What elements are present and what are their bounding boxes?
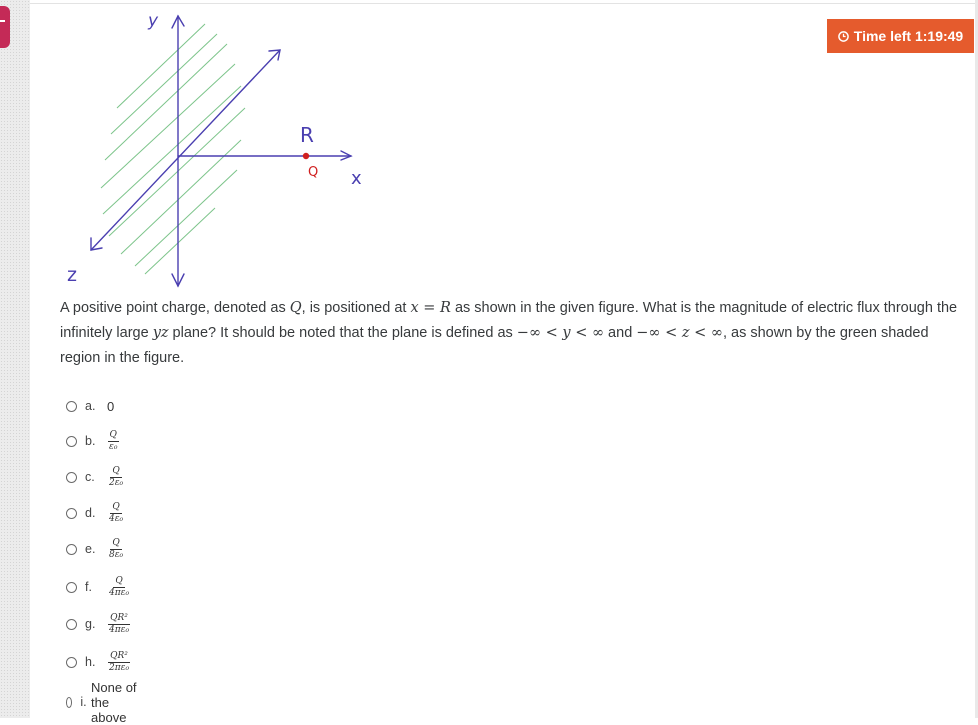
option-text: 0 (107, 398, 115, 414)
option-a[interactable] (66, 394, 114, 418)
radio-button[interactable] (66, 472, 77, 483)
option-i[interactable] (66, 679, 142, 725)
radio-button[interactable] (66, 657, 77, 668)
option-h[interactable] (66, 650, 131, 674)
radio-button[interactable] (66, 582, 77, 593)
radio-button[interactable] (66, 544, 77, 555)
diag-axis-line (91, 50, 280, 250)
q-label: Q (308, 165, 319, 180)
option-e[interactable] (66, 537, 125, 561)
question-text: A positive point charge, denoted as Q, is positioned at x = R as shown in the given figure. What is the magnitude of electric flux through the infinitely large yz plane? It should be noted that the plane is defined as −∞ < y < ∞ and −∞ < z < ∞, as shown by the green shaded region in the figure. (60, 300, 958, 366)
option-b[interactable] (66, 429, 119, 453)
option-c[interactable] (66, 465, 125, 489)
option-letter: g. (85, 617, 96, 631)
option-fraction: $\frac{Q}{\text{4πε₀}}$ (109, 575, 130, 598)
green-hatch (101, 24, 245, 274)
option-letter: f. (85, 580, 92, 594)
time-left-badge (827, 19, 974, 53)
z-label: z (67, 264, 77, 286)
option-f[interactable] (66, 575, 131, 599)
radio-button[interactable] (66, 697, 72, 708)
x-label: x (351, 168, 362, 189)
option-letter: d. (85, 506, 96, 520)
radio-button[interactable] (66, 508, 77, 519)
r-label: R (300, 123, 314, 147)
charge-dot (303, 153, 309, 159)
option-letter: a. (85, 399, 96, 413)
option-d[interactable] (66, 501, 125, 525)
question-figure (55, 8, 375, 293)
radio-button[interactable] (66, 619, 77, 630)
option-letter: e. (85, 542, 96, 556)
clock-icon (838, 31, 849, 42)
radio-button[interactable] (66, 436, 77, 447)
option-fraction: $\frac{Q}{\text{8ε₀}}$ (109, 537, 124, 560)
option-letter: c. (85, 470, 95, 484)
option-g[interactable] (66, 612, 131, 636)
option-fraction: $\frac{\text{QR²}}{\text{2πε₀}}$ (109, 650, 130, 673)
dash-icon (0, 20, 5, 22)
option-text: None of the above (91, 679, 137, 725)
left-gutter (0, 0, 30, 718)
time-left-label: Time left 1:19:49 (853, 28, 964, 44)
radio-button[interactable] (66, 401, 77, 412)
option-fraction: $\frac{Q}{\text{2ε₀}}$ (109, 465, 124, 488)
drawer-toggle-tab[interactable] (0, 6, 10, 48)
option-letter: b. (85, 434, 96, 448)
y-label: y (148, 11, 159, 31)
option-fraction: $\frac{\text{QR²}}{\text{4πε₀}}$ (109, 612, 130, 635)
option-letter: i. (80, 695, 87, 709)
option-fraction: $\frac{Q}{\text{ε₀}}$ (109, 429, 118, 452)
option-fraction: $\frac{Q}{\text{4ε₀}}$ (109, 501, 124, 524)
option-letter: h. (85, 655, 96, 669)
top-divider (30, 3, 978, 4)
